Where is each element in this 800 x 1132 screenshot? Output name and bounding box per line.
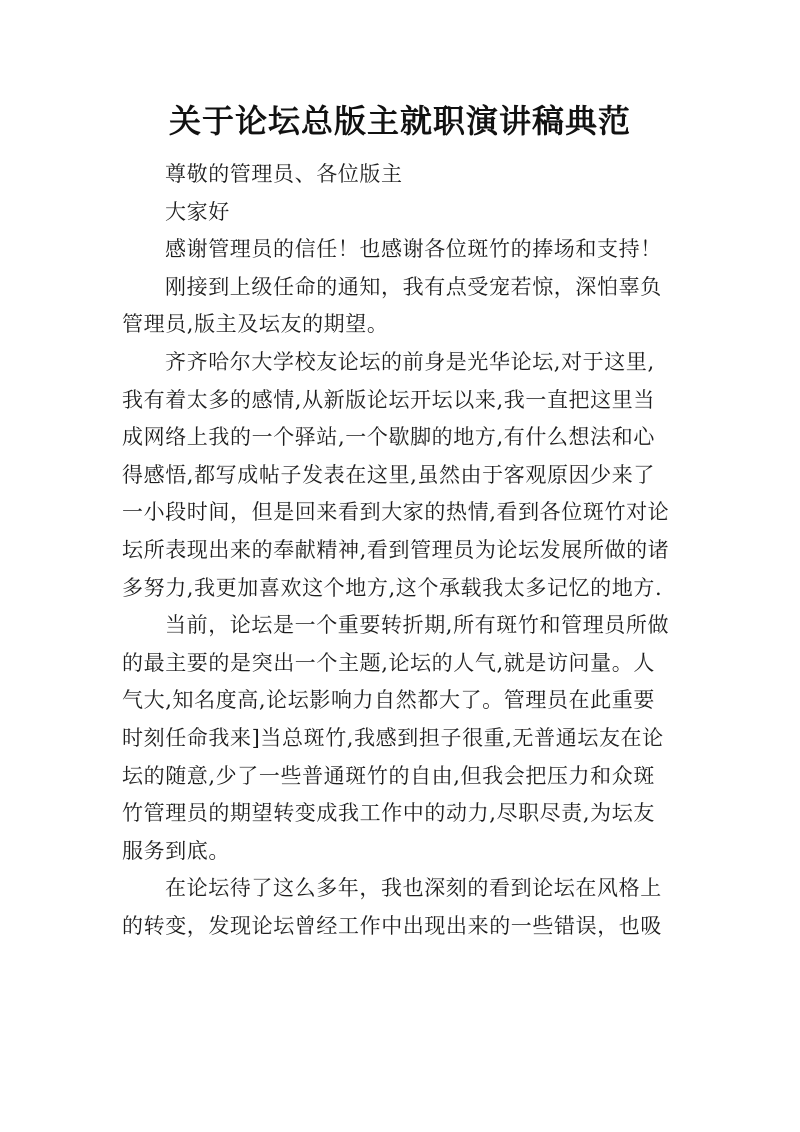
text-line: 坛的随意,少了一些普通斑竹的自由,但我会把压力和众斑	[122, 763, 655, 788]
document-title: 关于论坛总版主就职演讲稿典范	[168, 102, 631, 140]
text-line: 得感悟,都写成帖子发表在这里,虽然由于客观原因少来了	[122, 462, 655, 487]
text-line: 竹管理员的期望转变成我工作中的动力,尽职尽责,为坛友	[122, 801, 655, 826]
text-line: 成网络上我的一个驿站,一个歇脚的地方,有什么想法和心	[122, 425, 655, 450]
text-line: 感谢管理员的信任！也感谢各位斑竹的捧场和支持！	[165, 237, 662, 262]
document-body	[122, 156, 682, 945]
text-line: 气大,知名度高,论坛影响力自然都大了。管理员在此重要	[122, 688, 655, 713]
text-line: 齐齐哈尔大学校友论坛的前身是光华论坛,对于这里,	[165, 349, 655, 374]
text-line: 大家好	[165, 199, 230, 224]
text-line: 尊敬的管理员、各位版主	[165, 162, 403, 186]
text-line: 我有着太多的感情,从新版论坛开坛以来,我一直把这里当	[122, 387, 655, 412]
text-line: 多努力,我更加喜欢这个地方,这个承载我太多记忆的地方.	[122, 575, 663, 600]
text-line: 一小段时间，但是回来看到大家的热情,看到各位斑竹对论	[122, 500, 670, 525]
text-line: 服务到底。	[122, 838, 230, 863]
text-line: 当前，论坛是一个重要转折期,所有斑竹和管理员所做	[165, 613, 670, 638]
text-line: 管理员,版主及坛友的期望。	[122, 312, 389, 337]
text-line: 的最主要的是突出一个主题,论坛的人气,就是访问量。人	[122, 650, 655, 675]
text-line: 的转变，发现论坛曾经工作中出现出来的一些错误，也吸	[122, 913, 662, 938]
text-line: 在论坛待了这么多年，我也深刻的看到论坛在风格上	[165, 876, 662, 901]
text-line: 时刻任命我来]当总斑竹,我感到担子很重,无普通坛友在论	[122, 725, 664, 750]
text-line: 坛所表现出来的奉献精神,看到管理员为论坛发展所做的诸	[122, 537, 670, 562]
text-line: 刚接到上级任命的通知，我有点受宠若惊，深怕辜负	[165, 274, 662, 299]
